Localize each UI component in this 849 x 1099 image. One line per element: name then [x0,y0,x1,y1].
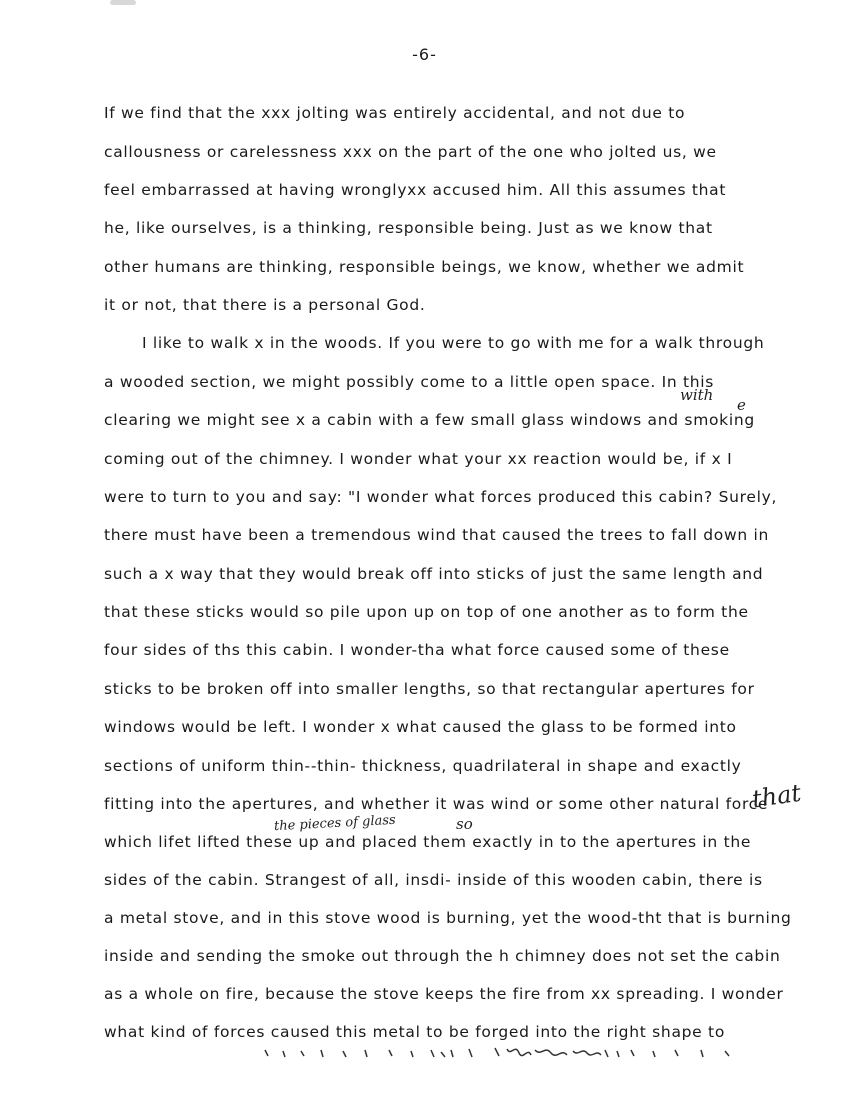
text-line: there must have been a tremendous wind that caused the trees to fall down in [104,526,770,544]
text-line: he, like ourselves, is a thinking, responsible being. Just as we know that [104,219,713,237]
text-line: If we find that the xxx jolting was entirely accidental, and not due to [104,104,686,122]
text-line: clearing we might see x a cabin with a few small glass windows and smoking [104,411,755,429]
page-number: -6- [412,45,437,64]
text-line: windows would be left. I wonder x what caused the glass to be formed into [104,718,737,736]
text-line: such a x way that they would break off into sticks of just the same length and [104,565,764,583]
text-line: sections of uniform thin--thin- thickness, quadrilateral in shape and exactly [104,757,742,775]
text-line: a metal stove, and in this stove wood is burning, yet the wood-tht that is burning [104,909,792,927]
scan-smudge [110,0,136,5]
text-line: what kind of forces caused this metal to be forged into the right shape to [104,1023,726,1041]
text-line: inside and sending the smoke out through the h chimney does not set the cabin [104,947,781,965]
text-line: sticks to be broken off into smaller lengths, so that rectangular apertures for [104,680,755,698]
text-line: fitting into the apertures, and whether it was wind or some other natural force [104,795,769,813]
handwritten-e: e [737,396,746,414]
text-line: other humans are thinking, responsible beings, we know, whether we admit [104,258,745,276]
handwritten-scribble-bottom [255,1036,755,1066]
text-line: I like to walk x in the woods. If you were to go with me for a walk through [142,334,765,352]
handwritten-with: with [680,386,714,404]
text-line: that these sticks would so pile upon up on top of one another as to form the [104,603,749,621]
text-line: were to turn to you and say: "I wonder what forces produced this cabin? Surely, [104,488,778,506]
text-line: four sides of ths this cabin. I wonder-tha what force caused some of these [104,641,730,659]
handwritten-so: so [456,815,473,833]
handwritten-that: that [750,778,803,814]
text-line: feel embarrassed at having wronglyxx accused him. All this assumes that [104,181,727,199]
text-line: which lifet lifted these up and placed them exactly in to the apertures in the [104,833,752,851]
text-line: it or not, that there is a personal God. [104,296,426,314]
text-line: a wooded section, we might possibly come to a little open space. In this [104,373,715,391]
text-line: sides of the cabin. Strangest of all, insdi- inside of this wooden cabin, there is [104,871,763,889]
handwritten-the-pieces-of-glass: the pieces of glass [273,812,397,835]
text-line: callousness or carelessness xxx on the part of the one who jolted us, we [104,143,717,161]
text-line: coming out of the chimney. I wonder what your xx reaction would be, if x I [104,450,733,468]
text-line: as a whole on fire, because the stove keeps the fire from xx spreading. I wonder [104,985,784,1003]
